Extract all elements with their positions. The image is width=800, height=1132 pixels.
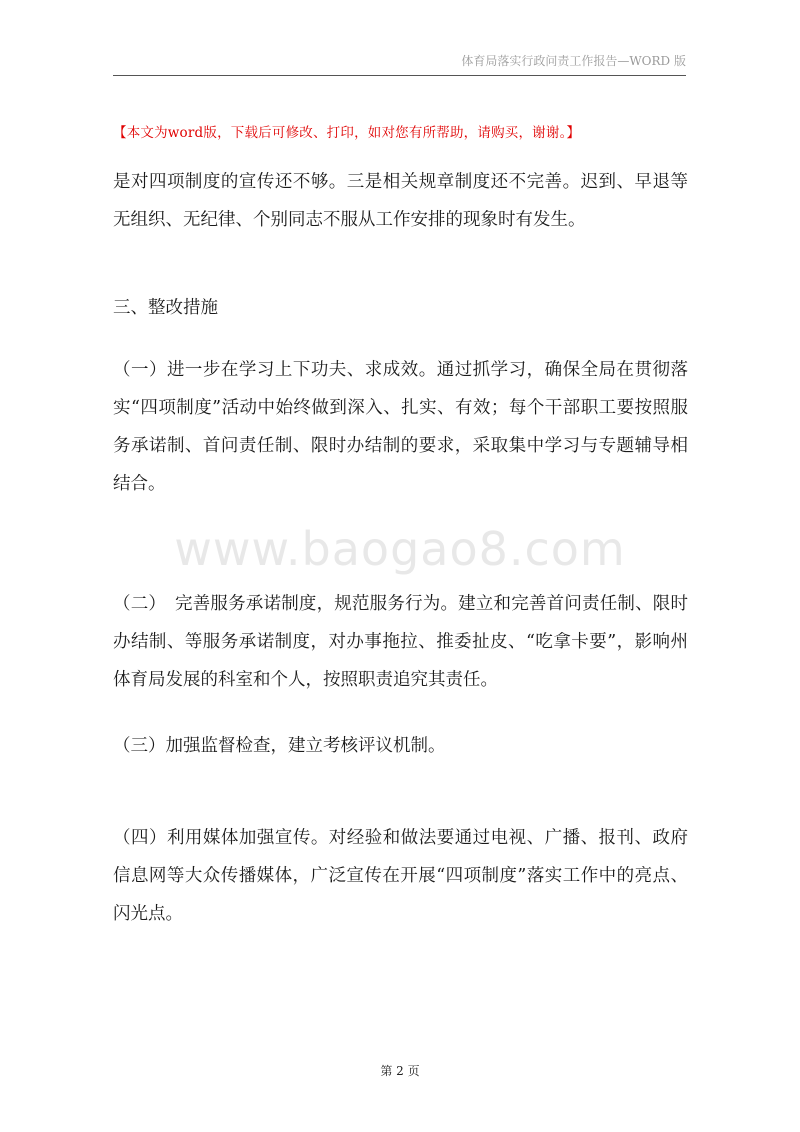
watermark: www.baogao8.com [174,522,626,576]
paragraph-measure-2: （二） 完善服务承诺制度，规范服务行为。建立和完善首问责任制、限时办结制、等服务承诺制度，对办事拖拉、推委扯皮、“吃拿卡要”，影响州体育局发展的科室和个人，按照职责追究其责任。 [113,594,688,690]
paragraph-measure-4: （四）利用媒体加强宣传。对经验和做法要通过电视、广播、报刊、政府信息网等大众传播媒体，广泛宣传在开展“四项制度”落实工作中的亮点、闪光点。 [113,828,688,924]
page-number: 第 2 页 [380,1064,420,1078]
section-heading: 三、整改措施 [113,298,218,318]
paragraph-measure-1: （一）进一步在学习上下功夫、求成效。通过抓学习，确保全局在贯彻落实“四项制度”活动中始终做到深入、扎实、有效；每个干部职工要按照服务承诺制、首问责任制、限时办结制的要求，采取集中学习与专题辅导相结合。 [113,360,688,494]
paragraph-measure-3: （三）加强监督检查，建立考核评议机制。 [113,736,446,756]
header-rule [113,75,686,76]
paragraph-continuation: 是对四项制度的宣传还不够。三是相关规章制度还不完善。迟到、早退等无组织、无纪律、个别同志不服从工作安排的现象时有发生。 [113,172,688,230]
running-header: 体育局落实行政问责工作报告—WORD 版 [461,54,686,68]
download-notice: 【本文为word版，下载后可修改、打印，如对您有所帮助，请购买，谢谢。】 [113,125,581,141]
